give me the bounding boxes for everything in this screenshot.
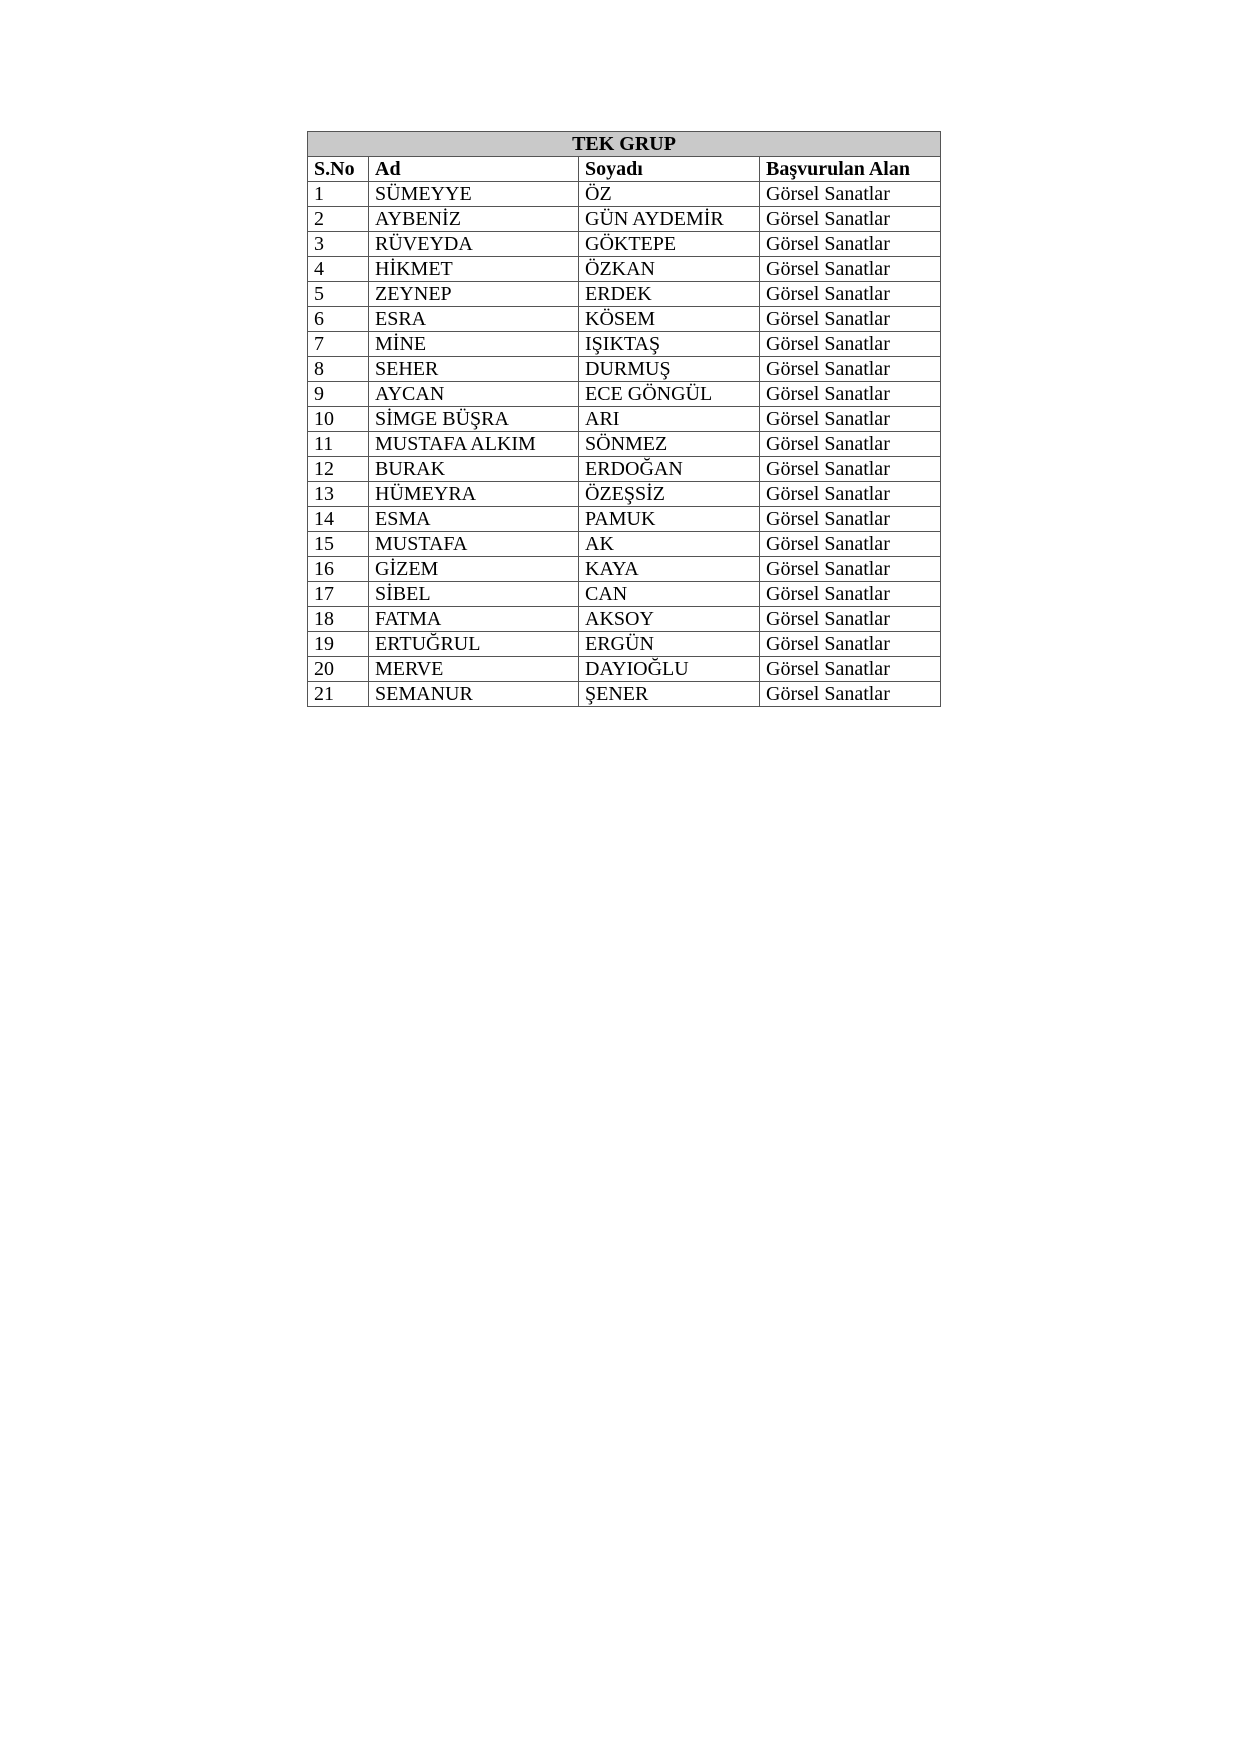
cell-ad: MERVE [369,657,579,682]
cell-soyadi: ERGÜN [579,632,760,657]
cell-ad: RÜVEYDA [369,232,579,257]
cell-basvurulan-alan: Görsel Sanatlar [760,482,941,507]
cell-ad: MUSTAFA [369,532,579,557]
cell-sno: 6 [308,307,369,332]
cell-basvurulan-alan: Görsel Sanatlar [760,682,941,707]
table-row [308,682,941,707]
cell-soyadi: DURMUŞ [579,357,760,382]
cell-soyadi: KÖSEM [579,307,760,332]
cell-sno: 15 [308,532,369,557]
cell-sno: 7 [308,332,369,357]
cell-ad: SİMGE BÜŞRA [369,407,579,432]
cell-basvurulan-alan: Görsel Sanatlar [760,407,941,432]
cell-soyadi: DAYIOĞLU [579,657,760,682]
cell-soyadi: ERDEK [579,282,760,307]
group-title-row [308,132,941,157]
cell-basvurulan-alan: Görsel Sanatlar [760,432,941,457]
table-row [308,657,941,682]
cell-soyadi: ŞENER [579,682,760,707]
cell-basvurulan-alan: Görsel Sanatlar [760,207,941,232]
cell-basvurulan-alan: Görsel Sanatlar [760,657,941,682]
cell-soyadi: ERDOĞAN [579,457,760,482]
cell-sno: 10 [308,407,369,432]
cell-soyadi: GÜN AYDEMİR [579,207,760,232]
applicant-table [307,131,941,707]
cell-soyadi: ÖZKAN [579,257,760,282]
cell-sno: 3 [308,232,369,257]
cell-sno: 18 [308,607,369,632]
cell-ad: SİBEL [369,582,579,607]
table-row [308,307,941,332]
table-row [308,507,941,532]
table-row [308,632,941,657]
cell-basvurulan-alan: Görsel Sanatlar [760,457,941,482]
cell-sno: 19 [308,632,369,657]
cell-ad: AYBENİZ [369,207,579,232]
table-row [308,407,941,432]
table-row [308,582,941,607]
cell-ad: AYCAN [369,382,579,407]
cell-sno: 4 [308,257,369,282]
cell-ad: SEMANUR [369,682,579,707]
header-sno: S.No [308,157,369,182]
cell-ad: HİKMET [369,257,579,282]
cell-soyadi: ARI [579,407,760,432]
cell-soyadi: CAN [579,582,760,607]
table-row [308,532,941,557]
cell-sno: 16 [308,557,369,582]
cell-soyadi: KAYA [579,557,760,582]
cell-soyadi: GÖKTEPE [579,232,760,257]
cell-soyadi: SÖNMEZ [579,432,760,457]
cell-ad: ESRA [369,307,579,332]
cell-soyadi: PAMUK [579,507,760,532]
table-row [308,482,941,507]
cell-sno: 17 [308,582,369,607]
cell-ad: MİNE [369,332,579,357]
cell-basvurulan-alan: Görsel Sanatlar [760,532,941,557]
cell-ad: MUSTAFA ALKIM [369,432,579,457]
cell-ad: FATMA [369,607,579,632]
cell-sno: 12 [308,457,369,482]
table-body [308,182,941,707]
header-basvurulan-alan: Başvurulan Alan [760,157,941,182]
header-soyadi: Soyadı [579,157,760,182]
cell-basvurulan-alan: Görsel Sanatlar [760,257,941,282]
table-row [308,382,941,407]
cell-basvurulan-alan: Görsel Sanatlar [760,182,941,207]
cell-sno: 8 [308,357,369,382]
cell-basvurulan-alan: Görsel Sanatlar [760,232,941,257]
table-row [308,357,941,382]
cell-ad: ESMA [369,507,579,532]
cell-soyadi: AKSOY [579,607,760,632]
table-row [308,457,941,482]
cell-basvurulan-alan: Görsel Sanatlar [760,282,941,307]
cell-ad: ZEYNEP [369,282,579,307]
table-row [308,182,941,207]
cell-ad: HÜMEYRA [369,482,579,507]
cell-basvurulan-alan: Görsel Sanatlar [760,607,941,632]
cell-sno: 5 [308,282,369,307]
cell-ad: GİZEM [369,557,579,582]
cell-sno: 20 [308,657,369,682]
cell-basvurulan-alan: Görsel Sanatlar [760,632,941,657]
cell-basvurulan-alan: Görsel Sanatlar [760,332,941,357]
cell-sno: 14 [308,507,369,532]
cell-basvurulan-alan: Görsel Sanatlar [760,382,941,407]
cell-soyadi: AK [579,532,760,557]
cell-ad: BURAK [369,457,579,482]
cell-sno: 9 [308,382,369,407]
cell-soyadi: IŞIKTAŞ [579,332,760,357]
cell-sno: 1 [308,182,369,207]
table-row [308,332,941,357]
cell-sno: 21 [308,682,369,707]
cell-ad: ERTUĞRUL [369,632,579,657]
cell-soyadi: ÖZEŞSİZ [579,482,760,507]
table-row [308,282,941,307]
table-row [308,232,941,257]
cell-soyadi: ÖZ [579,182,760,207]
cell-basvurulan-alan: Görsel Sanatlar [760,357,941,382]
cell-basvurulan-alan: Görsel Sanatlar [760,507,941,532]
cell-basvurulan-alan: Görsel Sanatlar [760,307,941,332]
cell-sno: 13 [308,482,369,507]
cell-soyadi: ECE GÖNGÜL [579,382,760,407]
cell-ad: SÜMEYYE [369,182,579,207]
cell-ad: SEHER [369,357,579,382]
table-row [308,257,941,282]
header-row [308,157,941,182]
table-row [308,432,941,457]
header-ad: Ad [369,157,579,182]
cell-sno: 11 [308,432,369,457]
cell-basvurulan-alan: Görsel Sanatlar [760,582,941,607]
table-row [308,557,941,582]
group-title: TEK GRUP [308,132,941,157]
cell-basvurulan-alan: Görsel Sanatlar [760,557,941,582]
table-row [308,207,941,232]
cell-sno: 2 [308,207,369,232]
table-row [308,607,941,632]
